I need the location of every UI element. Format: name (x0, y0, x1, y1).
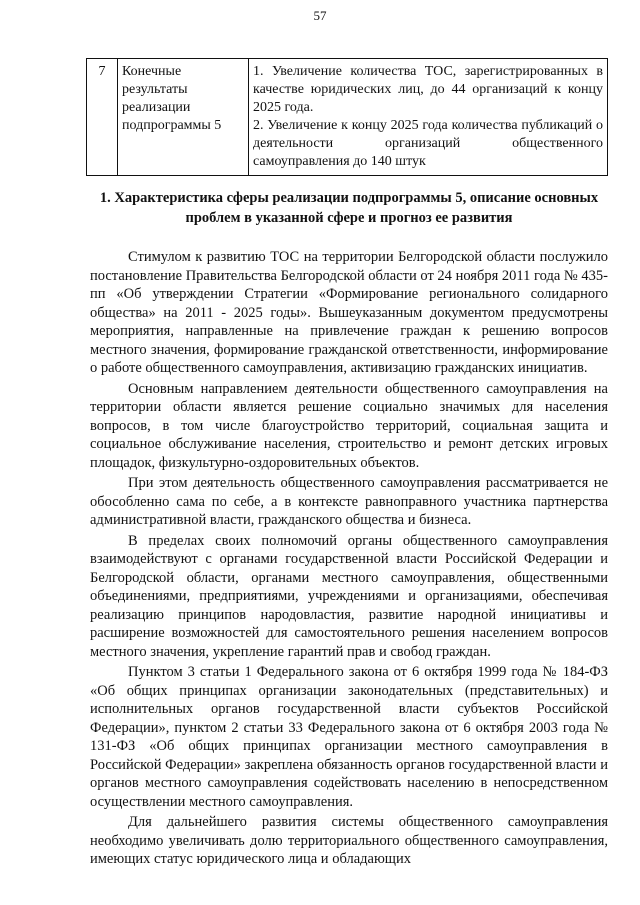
section-title: 1. Характеристика сферы реализации подпрограммы 5, описание основных проблем в указанной сфере и прогноз ее развития (99, 190, 599, 226)
paragraph: При этом деятельность общественного самоуправления рассматривается не обособленно сама по себе, а в контексте равноправного участника партнерства административной власти, гражданского общества и бизнеса. (90, 475, 608, 528)
paragraph: Пунктом 3 статьи 1 Федерального закона от 6 октября 1999 года № 184-ФЗ «Об общих принципах организации законодательных (представительных) и исполнительных органов государственной власти субъектов Российской Федерации», пунктом 2 статьи 33 Федерального закона от 6 октября 2003 года № 131-ФЗ «Об общих принципах организации местного самоуправления в Российской Федерации» закреплена обязанность органов государственной власти и органов местного самоуправления содействовать населению в непосредственном осуществлении местного самоуправления. (90, 664, 608, 810)
row-number: 7 (87, 59, 118, 176)
summary-table (86, 58, 608, 176)
result-item: 1. Увеличение количества ТОС, зарегистрированных в качестве юридических лиц, до 44 организаций к концу 2025 года. (253, 64, 603, 115)
section-body (90, 248, 608, 869)
paragraph: Стимулом к развитию ТОС на территории Белгородской области послужило постановление Правительства Белгородской области от 24 ноября 2011 года № 435-пп «Об утверждении Стратегии «Формирование регионального солидарного общества» на 2011 - 2025 годы». Вышеуказанным документом предусмотрены мероприятия, направленные на привлечение граждан к решению вопросов местного значения, формирование гражданской ответственности, информирование о работе общественного самоуправления, активизацию гражданских инициатив. (90, 249, 608, 376)
page-number: 57 (313, 8, 327, 23)
row-label: Конечные результаты реализации подпрограммы 5 (118, 59, 249, 176)
paragraph: В пределах своих полномочий органы общественного самоуправления взаимодействуют с органами государственной власти Российской Федерации и Белгородской области, органами местного самоуправления, общественными объединениями, предприятиями, учреждениями и организациями, обеспечивая реализацию принципов народовластия, развитие народной инициативы и расширение возможностей для самостоятельного решения населением вопросов местного значения, укрепление гарантий прав и свобод граждан. (90, 532, 608, 660)
result-item: 2. Увеличение к концу 2025 года количества публикаций о деятельности организаций общественного самоуправления до 140 штук (253, 118, 603, 169)
paragraph: Основным направлением деятельности общественного самоуправления на территории области является решение социально значимых для населения вопросов, в том числе благоустройство территорий, социальная защита и социальное обслуживание населения, строительство и ремонт детских игровых площадок, физкультурно-оздоровительных объектов. (90, 380, 608, 471)
row-content (249, 59, 608, 176)
paragraph: Для дальнейшего развития системы общественного самоуправления необходимо увеличивать долю территориального общественного самоуправления, имеющих статус юридического лица и обладающих (90, 814, 608, 867)
table-row (87, 59, 608, 176)
